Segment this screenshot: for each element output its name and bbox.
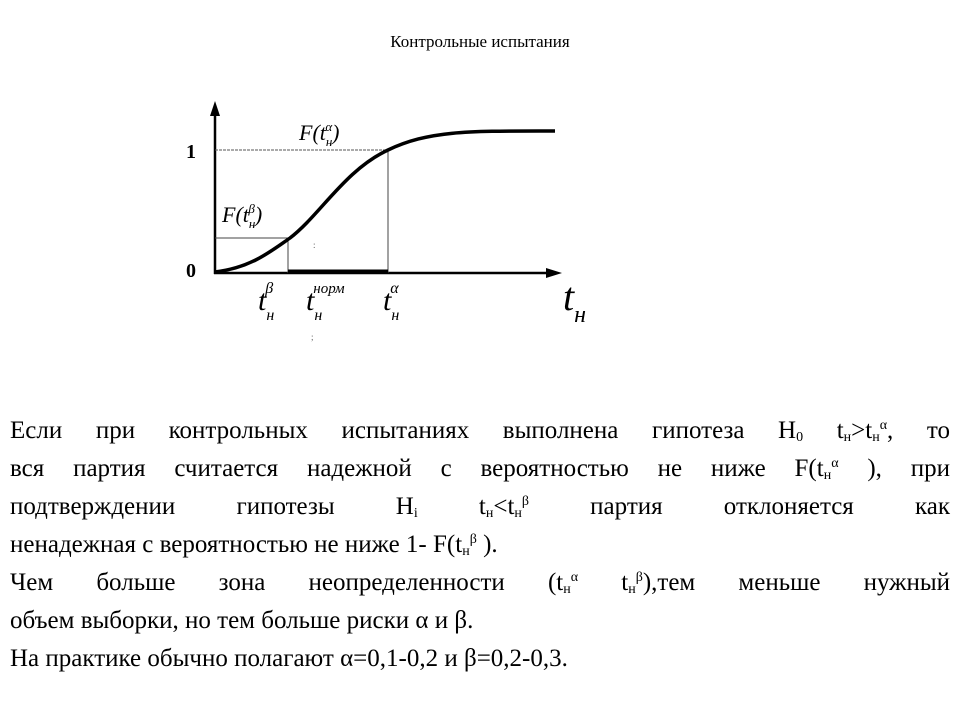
slide-title: Контрольные испытания: [390, 32, 570, 51]
text-line-3: подтверждении гипотезы $H_i$ $t_н<t_н^\beta$ партия отклоняется как: [10, 493, 950, 521]
t-norm-label: $t_ннорм$: [306, 281, 345, 324]
x-axis-arrow-icon: [546, 268, 562, 278]
explanation-text: [10, 412, 950, 678]
text-line-6: объем выборки, но тем больше риски α и β.: [10, 607, 474, 634]
t-beta-label: $t_н\beta$: [258, 280, 275, 324]
distribution-curve: [215, 131, 555, 272]
scan-mark: :: [313, 240, 316, 250]
text-line-1: Если при контрольных испытаниях выполнена гипотеза $H_0$ $t_н>t_н^\alpha$, то: [10, 417, 950, 445]
text-line-2: вся партия считается надежной с вероятностью не ниже $F(t_н^\alpha$ ), при: [10, 455, 950, 483]
y-label-zero: 0: [186, 260, 196, 282]
y-label-one: 1: [186, 141, 196, 163]
y-axis: [210, 101, 220, 274]
scan-mark: ;: [311, 332, 314, 342]
text-line-7: На практике обычно полагают α=0,1-0,2 и β=0,2-0,3.: [10, 645, 568, 672]
f-alpha-label: $F(t_н\alpha)$: [299, 119, 340, 149]
text-line-5: Чем больше зона неопределенности ($t_н^\alpha$ $t_н^\beta),тем$ меньше нужный: [10, 569, 951, 597]
t-alpha-label: $t_н\alpha$: [383, 280, 400, 324]
y-axis-arrow-icon: [210, 101, 220, 116]
x-axis-label: $t_н$: [563, 274, 587, 328]
text-line-4: ненадежная с вероятностью не ниже 1- $F(t_н^\beta$ ).: [10, 531, 498, 559]
f-beta-label: $F(t_н\beta)$: [222, 201, 263, 231]
